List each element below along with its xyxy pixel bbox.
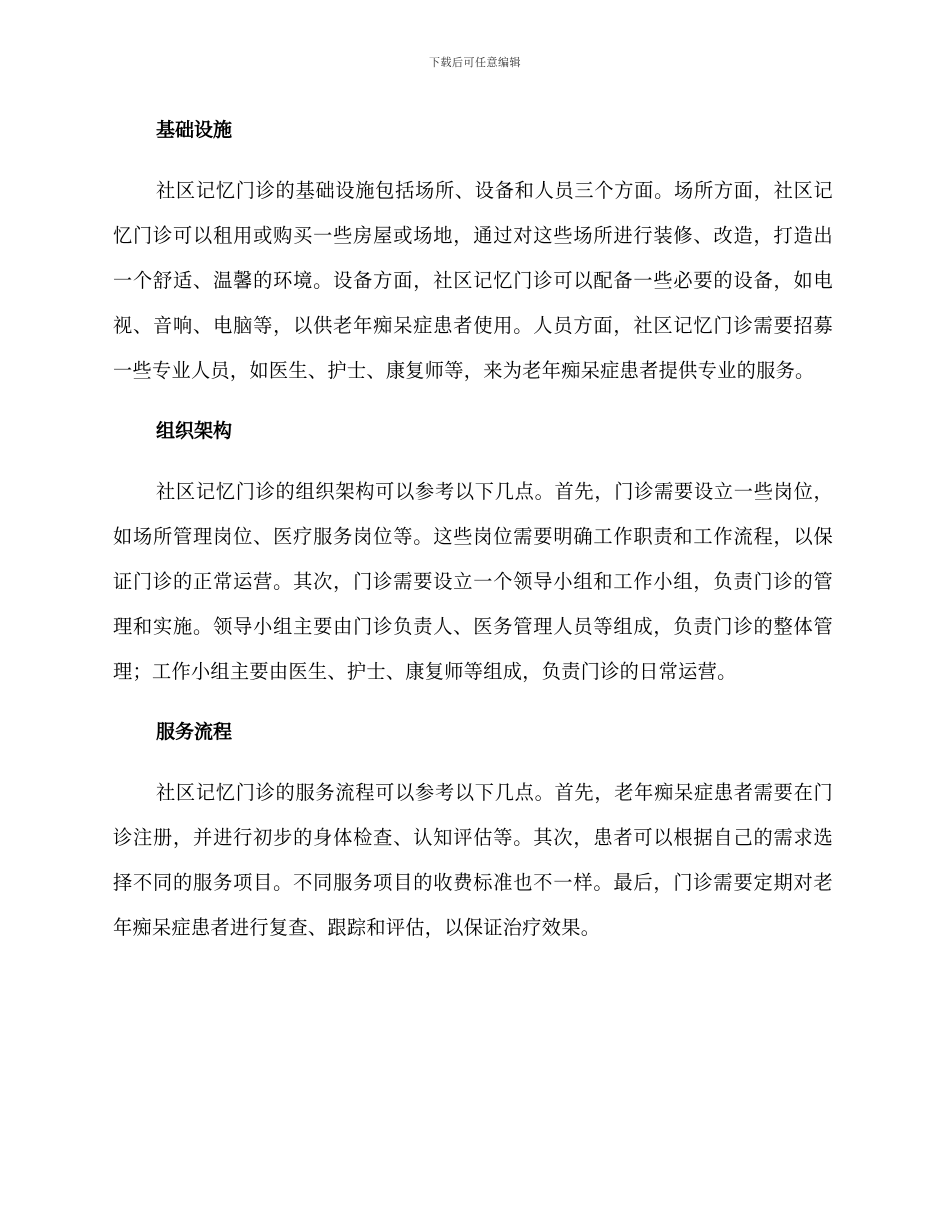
section-heading-service-process: 服务流程 [156, 721, 233, 743]
section-paragraph-infrastructure: 社区记忆门诊的基础设施包括场所、设备和人员三个方面。场所方面，社区记忆门诊可以租用或购买一些房屋或场地，通过对这些场所进行装修、改造，打造出一个舒适、温馨的环境。设备方面，社区记忆门诊可以配备一些必要的设备，如电视、音响、电脑等，以供老年痴呆症患者使用。人员方面，社区记忆门诊需要招募一些专业人员，如医生、护士、康复师等，来为老年痴呆症患者提供专业的服务。 [113, 179, 833, 382]
section-heading-infrastructure: 基础设施 [156, 119, 233, 141]
section-paragraph-service-process: 社区记忆门诊的服务流程可以参考以下几点。首先，老年痴呆症患者需要在门诊注册，并进行初步的身体检查、认知评估等。其次，患者可以根据自己的需求选择不同的服务项目。不同服务项目的收费标准也不一样。最后，门诊需要定期对老年痴呆症患者进行复查、跟踪和评估，以保证治疗效果。 [113, 781, 833, 939]
section-paragraph-organization: 社区记忆门诊的组织架构可以参考以下几点。首先，门诊需要设立一些岗位，如场所管理岗位、医疗服务岗位等。这些岗位需要明确工作职责和工作流程，以保证门诊的正常运营。其次，门诊需要设立一个领导小组和工作小组，负责门诊的管理和实施。领导小组主要由门诊负责人、医务管理人员等组成，负责门诊的整体管理；工作小组主要由医生、护士、康复师等组成，负责门诊的日常运营。 [113, 480, 833, 683]
page-header-note: 下载后可任意编辑 [429, 56, 521, 69]
section-heading-organization: 组织架构 [156, 420, 233, 442]
document-body [113, 112, 833, 970]
